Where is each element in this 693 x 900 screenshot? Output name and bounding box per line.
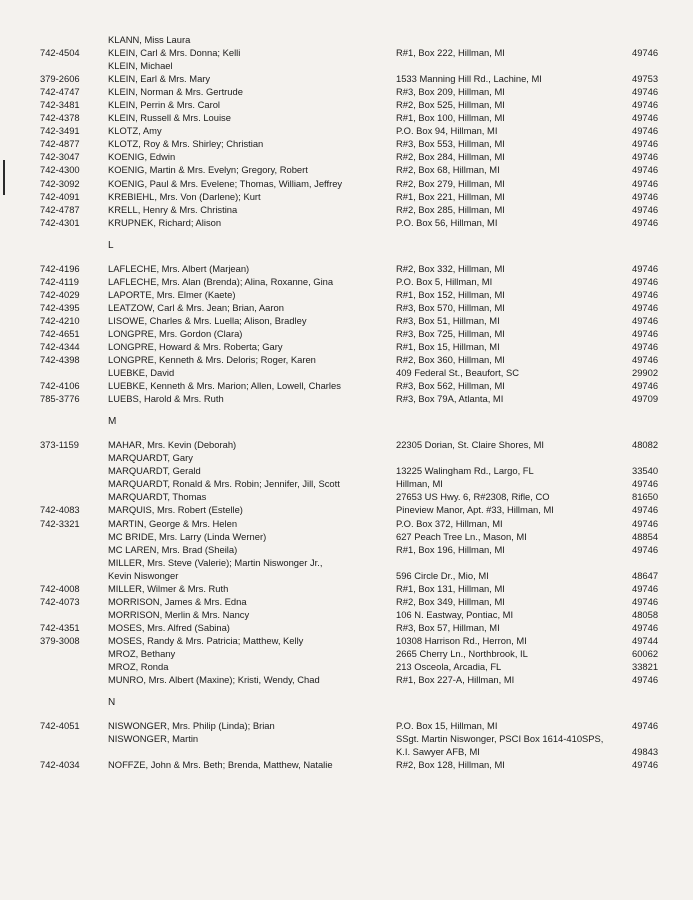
mailing-address: Hillman, MI [396,478,443,490]
mailing-address: R#2, Box 525, Hillman, MI [396,99,505,111]
resident-name: LONGPRE, Kenneth & Mrs. Deloris; Roger, Karen [108,354,316,366]
directory-entry [0,517,693,530]
mailing-address: 213 Osceola, Arcadia, FL [396,661,502,673]
phone-number: 742-4877 [40,138,80,150]
phone-number: 379-2606 [40,73,80,85]
mailing-address: R#1, Box 221, Hillman, MI [396,190,505,202]
mailing-address: R#2, Box 349, Hillman, MI [396,595,505,607]
mailing-address: R#3, Box 51, Hillman, MI [396,314,500,326]
resident-name: NISWONGER, Martin [108,733,199,745]
mailing-address: P.O. Box 56, Hillman, MI [396,216,498,228]
zip-code: 29902 [632,367,659,379]
resident-name: MARQUARDT, Ronald & Mrs. Robin; Jennifer, Jill, Scott [108,478,340,490]
resident-name: KRELL, Henry & Mrs. Christina [108,203,238,215]
directory-entry [0,582,693,595]
phone-number: 742-4395 [40,301,80,313]
zip-code: 49746 [632,138,659,150]
phone-number: 742-4106 [40,380,80,392]
zip-code: 49746 [632,125,659,137]
phone-number: 742-4091 [40,190,80,202]
mailing-address: R#1, Box 131, Hillman, MI [396,582,505,594]
phone-number: 742-3321 [40,517,80,529]
mailing-address: R#1, Box 152, Hillman, MI [396,288,505,300]
directory-entry [0,137,693,150]
resident-name: Kevin Niswonger [108,569,179,581]
zip-code: 49753 [632,73,659,85]
mailing-address: 27653 US Hwy. 6, R#2308, Rifle, CO [396,491,550,503]
directory-entry [0,647,693,660]
zip-code: 48058 [632,608,659,620]
resident-name: MILLER, Wilmer & Mrs. Ruth [108,582,229,594]
resident-name: LAFLECHE, Mrs. Albert (Marjean) [108,262,250,274]
resident-name: KLOTZ, Amy [108,125,162,137]
resident-name: MORRISON, James & Mrs. Edna [108,595,247,607]
directory-entry [0,177,693,190]
zip-code: 49746 [632,203,659,215]
zip-code: 48647 [632,569,659,581]
zip-code: 49746 [632,354,659,366]
directory-entry [0,275,693,288]
resident-name: MARTIN, George & Mrs. Helen [108,517,238,529]
resident-name: MARQUIS, Mrs. Robert (Estelle) [108,504,243,516]
mailing-address: 106 N. Eastway, Pontiac, MI [396,608,514,620]
phone-number: 742-4073 [40,595,80,607]
directory-entry [0,314,693,327]
directory-entry [0,451,693,464]
directory-entry [0,85,693,98]
phone-number: 742-4344 [40,340,80,352]
phone-number: 742-4747 [40,86,80,98]
zip-code: 49746 [632,759,659,771]
mailing-address: R#3, Box 209, Hillman, MI [396,86,505,98]
zip-code: 49746 [632,275,659,287]
mailing-address: 2665 Cherry Ln., Northbrook, IL [396,647,528,659]
zip-code: 49746 [632,517,659,529]
directory-entry [0,353,693,366]
directory-entry [0,203,693,216]
directory-entry [0,732,693,745]
resident-name: MC LAREN, Mrs. Brad (Sheila) [108,543,238,555]
mailing-address: R#2, Box 68, Hillman, MI [396,164,500,176]
mailing-address: SSgt. Martin Niswonger, PSCI Box 1614-410SPS, [396,733,604,745]
phone-number: 379-3008 [40,634,80,646]
mailing-address: 1533 Manning Hill Rd., Lachine, MI [396,73,542,85]
resident-name: LAFLECHE, Mrs. Alan (Brenda); Alina, Roxanne, Gina [108,275,334,287]
mailing-address: R#1, Box 15, Hillman, MI [396,340,500,352]
mailing-address: R#1, Box 196, Hillman, MI [396,543,505,555]
mailing-address: R#1, Box 100, Hillman, MI [396,112,505,124]
resident-name: LEATZOW, Carl & Mrs. Jean; Brian, Aaron [108,301,284,313]
mailing-address: R#2, Box 284, Hillman, MI [396,151,505,163]
resident-name: LISOWE, Charles & Mrs. Luella; Alison, Bradley [108,314,307,326]
phone-number: 742-4504 [40,47,80,59]
directory-entry [0,621,693,634]
resident-name: MROZ, Ronda [108,661,169,673]
resident-name: NOFFZE, John & Mrs. Beth; Brenda, Matthew, Natalie [108,759,333,771]
phone-number: 742-3047 [40,151,80,163]
directory-entry [0,556,693,569]
directory-entry [0,673,693,686]
zip-code: 49746 [632,720,659,732]
mailing-address: R#2, Box 128, Hillman, MI [396,759,505,771]
mailing-address: K.I. Sawyer AFB, MI [396,746,480,758]
mailing-address: 596 Circle Dr., Mio, MI [396,569,489,581]
directory-entry [0,758,693,771]
resident-name: NISWONGER, Mrs. Philip (Linda); Brian [108,720,275,732]
phone-number: 742-4651 [40,327,80,339]
directory-entry [0,634,693,647]
directory-entry [0,477,693,490]
phone-number: 742-4196 [40,262,80,274]
zip-code: 49709 [632,393,659,405]
directory-entry [0,595,693,608]
mailing-address: R#3, Box 79A, Atlanta, MI [396,393,504,405]
resident-name: KLEIN, Carl & Mrs. Donna; Kelli [108,47,241,59]
zip-code: 49746 [632,380,659,392]
mailing-address: R#3, Box 553, Hillman, MI [396,138,505,150]
zip-code: 49746 [632,674,659,686]
phone-number: 742-4034 [40,759,80,771]
directory-entry [0,288,693,301]
section-letter: N [108,697,116,709]
directory-entry [0,660,693,673]
resident-name: KREBIEHL, Mrs. Von (Darlene); Kurt [108,190,261,202]
resident-name: LUEBS, Harold & Mrs. Ruth [108,393,224,405]
zip-code: 49746 [632,340,659,352]
resident-name: LONGPRE, Howard & Mrs. Roberta; Gary [108,340,283,352]
zip-code: 49746 [632,190,659,202]
mailing-address: 10308 Harrison Rd., Herron, MI [396,634,527,646]
zip-code: 49746 [632,177,659,189]
directory-entry [0,745,693,758]
directory-listing [0,33,693,771]
zip-code: 60062 [632,647,659,659]
directory-entry [0,379,693,392]
resident-name: LUEBKE, David [108,367,175,379]
mailing-address: P.O. Box 5, Hillman, MI [396,275,493,287]
zip-code: 49746 [632,301,659,313]
directory-entry [0,490,693,503]
zip-code: 48082 [632,439,659,451]
resident-name: KLEIN, Norman & Mrs. Gertrude [108,86,243,98]
resident-name: MILLER, Mrs. Steve (Valerie); Martin Niswonger Jr., [108,556,323,568]
zip-code: 49746 [632,327,659,339]
directory-entry [0,327,693,340]
phone-number: 742-4029 [40,288,80,300]
zip-code: 81650 [632,491,659,503]
zip-code: 49746 [632,288,659,300]
directory-entry [0,33,693,46]
zip-code: 49746 [632,151,659,163]
resident-name: KLEIN, Perrin & Mrs. Carol [108,99,221,111]
directory-entry [0,340,693,353]
mailing-address: 22305 Dorian, St. Claire Shores, MI [396,439,544,451]
zip-code: 49744 [632,634,659,646]
resident-name: MARQUARDT, Gary [108,452,193,464]
phone-number: 742-4398 [40,354,80,366]
phone-number: 742-4051 [40,720,80,732]
phone-number: 785-3776 [40,393,80,405]
zip-code: 49746 [632,216,659,228]
resident-name: KLANN, Miss Laura [108,34,191,45]
directory-entry [0,216,693,229]
mailing-address: R#1, Box 222, Hillman, MI [396,47,505,59]
phone-number: 742-3491 [40,125,80,137]
phone-number: 742-4083 [40,504,80,516]
zip-code: 49746 [632,86,659,98]
mailing-address: P.O. Box 372, Hillman, MI [396,517,503,529]
resident-name: KOENIG, Martin & Mrs. Evelyn; Gregory, Robert [108,164,308,176]
zip-code: 48854 [632,530,659,542]
resident-name: MOSES, Randy & Mrs. Patricia; Matthew, Kelly [108,634,304,646]
phone-number: 742-4378 [40,112,80,124]
zip-code: 49746 [632,478,659,490]
mailing-address: R#3, Box 562, Hillman, MI [396,380,505,392]
mailing-address: P.O. Box 94, Hillman, MI [396,125,498,137]
mailing-address: P.O. Box 15, Hillman, MI [396,720,498,732]
mailing-address: R#3, Box 725, Hillman, MI [396,327,505,339]
directory-entry [0,608,693,621]
phone-number: 742-4787 [40,203,80,215]
directory-entry [0,72,693,85]
resident-name: MAHAR, Mrs. Kevin (Deborah) [108,439,237,451]
zip-code: 49746 [632,164,659,176]
directory-entry [0,98,693,111]
resident-name: KLEIN, Michael [108,60,173,72]
mailing-address: R#3, Box 57, Hillman, MI [396,621,500,633]
directory-entry [0,150,693,163]
phone-number: 742-4119 [40,275,79,287]
zip-code: 33821 [632,661,659,673]
mailing-address: 409 Federal St., Beaufort, SC [396,367,519,379]
zip-code: 49746 [632,504,659,516]
resident-name: MOSES, Mrs. Alfred (Sabina) [108,621,230,633]
directory-entry [0,111,693,124]
phone-number: 742-4351 [40,621,80,633]
directory-entry [0,530,693,543]
directory-entry [0,301,693,314]
resident-name: MROZ, Bethany [108,647,176,659]
mailing-address: R#2, Box 285, Hillman, MI [396,203,505,215]
resident-name: MORRISON, Merlin & Mrs. Nancy [108,608,250,620]
resident-name: KOENIG, Edwin [108,151,176,163]
phone-number: 742-4008 [40,582,80,594]
resident-name: MARQUARDT, Thomas [108,491,207,503]
resident-name: MUNRO, Mrs. Albert (Maxine); Kristi, Wendy, Chad [108,674,320,686]
resident-name: KOENIG, Paul & Mrs. Evelene; Thomas, William, Jeffrey [108,177,343,189]
mailing-address: 627 Peach Tree Ln., Mason, MI [396,530,527,542]
directory-entry [0,163,693,176]
mailing-address: 13225 Walingham Rd., Largo, FL [396,465,534,477]
section-letter: L [108,239,114,251]
directory-entry [0,190,693,203]
zip-code: 49746 [632,99,659,111]
resident-name: LAPORTE, Mrs. Elmer (Kaete) [108,288,236,300]
directory-entry [0,59,693,72]
directory-entry [0,262,693,275]
resident-name: LONGPRE, Mrs. Gordon (Clara) [108,327,243,339]
directory-entry [0,719,693,732]
resident-name: KLEIN, Earl & Mrs. Mary [108,73,211,85]
resident-name: KLEIN, Russell & Mrs. Louise [108,112,231,124]
mailing-address: R#2, Box 360, Hillman, MI [396,354,505,366]
phone-number: 742-3092 [40,177,80,189]
resident-name: KLOTZ, Roy & Mrs. Shirley; Christian [108,138,264,150]
directory-entry [0,124,693,137]
directory-entry [0,569,693,582]
zip-code: 33540 [632,465,659,477]
zip-code: 49746 [632,621,659,633]
directory-entry [0,366,693,379]
phone-number: 742-4210 [40,314,80,326]
zip-code: 49746 [632,112,659,124]
directory-entry [0,503,693,516]
mailing-address: Pineview Manor, Apt. #33, Hillman, MI [396,504,554,516]
phone-number: 742-3481 [40,99,80,111]
directory-entry [0,46,693,59]
phone-number: 742-4301 [40,216,80,228]
mailing-address: R#2, Box 279, Hillman, MI [396,177,505,189]
resident-name: MARQUARDT, Gerald [108,465,201,477]
phone-number: 742-4300 [40,164,80,176]
phone-number: 373-1159 [40,439,79,451]
zip-code: 49746 [632,262,659,274]
resident-name: MC BRIDE, Mrs. Larry (Linda Werner) [108,530,267,542]
section-letter: M [108,416,117,428]
mailing-address: R#1, Box 227-A, Hillman, MI [396,674,515,686]
mailing-address: R#3, Box 570, Hillman, MI [396,301,505,313]
resident-name: LUEBKE, Kenneth & Mrs. Marion; Allen, Lowell, Charles [108,380,341,392]
directory-entry [0,438,693,451]
resident-name: KRUPNEK, Richard; Alison [108,216,222,228]
directory-entry [0,543,693,556]
directory-entry [0,464,693,477]
zip-code: 49843 [632,746,659,758]
zip-code: 49746 [632,595,659,607]
directory-entry [0,392,693,405]
zip-code: 49746 [632,582,659,594]
zip-code: 49746 [632,543,659,555]
zip-code: 49746 [632,47,659,59]
zip-code: 49746 [632,314,659,326]
mailing-address: R#2, Box 332, Hillman, MI [396,262,505,274]
